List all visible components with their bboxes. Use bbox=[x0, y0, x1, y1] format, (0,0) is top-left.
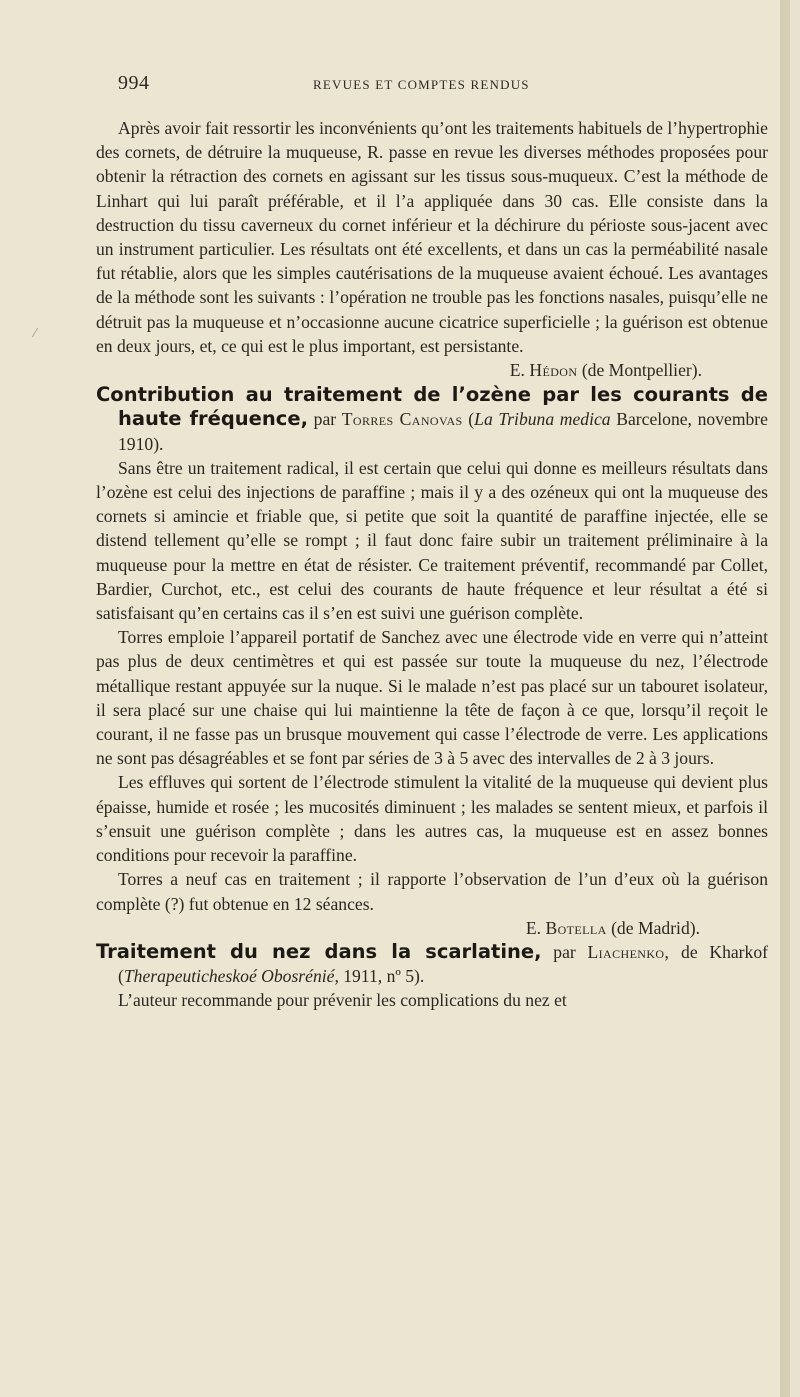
page-body bbox=[96, 116, 768, 1013]
article2-source: Barcelone, novembre 1910). bbox=[118, 409, 768, 454]
article2-paragraph-3: Les effluves qui sortent de l’électrode stimulent la vitalité de la muqueuse qui devient plus épaisse, humide et rosée ; les mucosités diminuent ; les malades se sentent mieux, et parfois il s’ensuit une guérison complète ; dans les autres cas, la muqueuse est en assez bonnes conditions pour recevoir la paraffine. bbox=[96, 772, 768, 866]
article3-source: 1911, nº 5). bbox=[343, 966, 425, 987]
article3-by: par bbox=[553, 941, 576, 962]
article3-paragraph: L’auteur recommande pour prévenir les complications du nez et bbox=[118, 990, 567, 1011]
signature-place: (de Madrid). bbox=[611, 917, 700, 938]
margin-mark: ⁄ bbox=[34, 326, 37, 340]
article2-paragraph-4: Torres a neuf cas en traitement ; il rapporte l’observation de l’un d’eux où la guérison complète (?) fut obtenue en 12 séances. bbox=[96, 869, 768, 914]
article2-paragraph-1: Sans être un traitement radical, il est certain que celui qui donne es meilleurs résultats dans l’ozène est celui des injections de paraffine ; mais il y a des ozéneux qui ont la muqueuse des cornets si amincie et friable que, si petite que soit la quantité de paraffine injectée, elle se distend tellement qu’elle se rompt ; il faut donc faire subir un traitement préliminaire à la muqueuse pour la mettre en état de résister. Ce traitement préventif, recommandé par Collet, Bardier, Curchot, etc., est celui des courants de haute fréquence et leur résultat a été si satisfaisant qu’en certains cas il s’en est suivi une guérison complète. bbox=[96, 457, 768, 624]
signature-initial: E. bbox=[525, 917, 542, 938]
article2-journal: La Tribuna medica bbox=[474, 409, 611, 430]
article2-author: Torres Canovas bbox=[341, 409, 463, 430]
article1-signature bbox=[96, 358, 768, 382]
running-title: REVUES ET COMPTES RENDUS bbox=[313, 77, 530, 92]
article3-journal: Therapeuticheskoé Obosrénié, bbox=[123, 966, 339, 987]
article2-signature bbox=[96, 916, 768, 940]
signature-name: Hédon bbox=[529, 360, 578, 381]
article2-by: par bbox=[313, 409, 337, 430]
signature-initial: E. bbox=[509, 360, 525, 381]
signature-name: Botella bbox=[545, 917, 607, 938]
article3-title: Traitement du nez dans la scarlatine, bbox=[96, 939, 542, 963]
article2-title: Contribution au traitement de l’ozène par les courants de haute fréquence, bbox=[96, 383, 768, 431]
article3-heading bbox=[96, 940, 768, 988]
page-header bbox=[118, 72, 766, 96]
article2-source-open: ( bbox=[468, 409, 475, 430]
signature-place: (de Montpellier). bbox=[581, 360, 702, 381]
article1-paragraph: Après avoir fait ressortir les inconvénients qu’ont les traitements habituels de l’hypertrophie des cornets, de détruire la muqueuse, R. passe en revue les diverses méthodes proposées pour obtenir la rétraction des cornets en agissant sur les tissus sous-muqueux. C’est la méthode de Linhart qui lui paraît préférable, et il l’a appliquée dans 30 cas. Elle consiste dans la destruction du tissu caverneux du cornet inférieur et la déchirure du périoste sous-jacent avec un instrument particulier. Les résultats ont été excellents, et dans un cas la perméabilité nasale fut rétablie, alors que les simples cautérisations de la muqueuse avaient échoué. Les avantages de la méthode sont les suivants : l’opération ne trouble pas les fonctions nasales, puisqu’elle ne détruit pas la muqueuse et n’occasionne aucune cicatrice superficielle ; la guérison est obtenue en deux jours, et, ce qui est le plus important, est persistante. bbox=[96, 118, 768, 356]
article3-author: Liachenko, bbox=[587, 941, 670, 962]
article3-source-pre: de Kharkof ( bbox=[118, 941, 768, 987]
article2-paragraph-2: Torres emploie l’appareil portatif de Sanchez avec une électrode vide en verre qui n’atteint pas plus de deux centimètres et qui est passée sur toute la muqueuse du nez, l’électrode métallique restant appuyée sur la nuque. Si le malade n’est pas placé sur un tabouret isolateur, il sera placé sur une chaise qui lui maintienne la tête de façon à ce que, lorsqu’il reçoit le courant, il ne fasse pas un brusque mouvement qui casse l’électrode de verre. Les applications ne sont pas désagréables et se font par séries de 3 à 5 avec des intervalles de 2 à 3 jours. bbox=[96, 627, 768, 769]
page-number: 994 bbox=[118, 72, 150, 94]
article2-heading bbox=[96, 382, 768, 456]
